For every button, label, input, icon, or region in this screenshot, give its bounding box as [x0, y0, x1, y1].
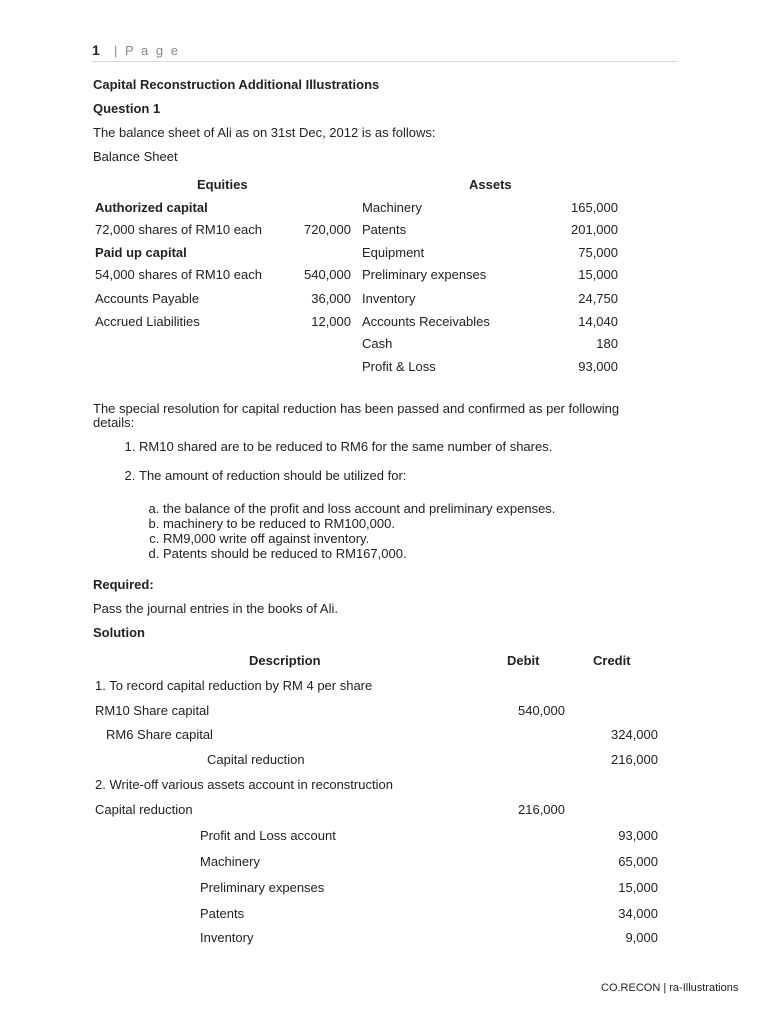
journal-row-text: 1. To record capital reduction by RM 4 per share: [95, 678, 373, 693]
journal-row-text: Capital reduction: [207, 752, 305, 767]
required-text: Pass the journal entries in the books of Ali.: [93, 601, 338, 616]
journal-row-text: Inventory: [200, 930, 254, 945]
question-heading: Question 1: [93, 101, 161, 116]
asset-label: Cash: [362, 336, 393, 351]
utilization-list: [121, 501, 703, 561]
asset-label: Inventory: [362, 291, 416, 306]
journal-row-text: RM10 Share capital: [95, 703, 210, 718]
journal-row-text: Preliminary expenses: [200, 880, 325, 895]
equity-label: Accounts Payable: [95, 291, 200, 306]
journal-header-description: Description: [249, 653, 321, 668]
equity-amount: 12,000: [311, 314, 351, 329]
journal-credit: 216,000: [611, 752, 658, 767]
asset-amount: 24,750: [578, 291, 618, 306]
journal-credit: 65,000: [618, 854, 658, 869]
asset-label: Equipment: [362, 245, 425, 260]
equity-label: Accrued Liabilities: [95, 314, 200, 329]
intro-text: The balance sheet of Ali as on 31st Dec, 2012 is as follows:: [93, 125, 436, 140]
journal-debit: 216,000: [518, 802, 565, 817]
asset-label: Preliminary expenses: [362, 267, 487, 282]
header-divider: [92, 61, 678, 62]
journal-header-debit: Debit: [507, 653, 540, 668]
equity-label: 54,000 shares of RM10 each: [95, 267, 262, 282]
equities-header: Equities: [197, 177, 248, 192]
utilization-item: a. the balance of the profit and loss account and preliminary expenses.: [163, 501, 703, 516]
asset-label: Machinery: [362, 200, 422, 215]
page-number: 1: [92, 42, 100, 58]
journal-row-text: RM6 Share capital: [106, 727, 213, 742]
document-title: Capital Reconstruction Additional Illustrations: [93, 77, 380, 92]
asset-amount: 165,000: [571, 200, 618, 215]
asset-amount: 180: [596, 336, 618, 351]
equity-label: Paid up capital: [95, 245, 187, 260]
utilization-item: d. Patents should be reduced to RM167,000.: [163, 546, 703, 561]
resolution-list: [99, 439, 699, 483]
asset-label: Accounts Receivables: [362, 314, 490, 329]
utilization-item: b. machinery to be reduced to RM100,000.: [163, 516, 703, 531]
journal-row-text: Capital reduction: [95, 802, 193, 817]
equity-amount: 540,000: [304, 267, 351, 282]
journal-debit: 540,000: [518, 703, 565, 718]
asset-amount: 14,040: [578, 314, 618, 329]
asset-label: Profit & Loss: [362, 359, 436, 374]
journal-credit: 15,000: [618, 880, 658, 895]
resolution-item: 2. The amount of reduction should be utilized for:: [139, 468, 699, 483]
equity-amount: 720,000: [304, 222, 351, 237]
solution-label: Solution: [93, 625, 145, 640]
equity-label: Authorized capital: [95, 200, 208, 215]
asset-amount: 201,000: [571, 222, 618, 237]
assets-header: Assets: [469, 177, 512, 192]
journal-row-text: 2. Write-off various assets account in reconstruction: [95, 777, 393, 792]
asset-amount: 93,000: [578, 359, 618, 374]
resolution-item: 1. RM10 shared are to be reduced to RM6 for the same number of shares.: [139, 439, 699, 454]
journal-row-text: Profit and Loss account: [200, 828, 336, 843]
asset-label: Patents: [362, 222, 407, 237]
footer-text: CO.RECON | ra-Illustrations: [601, 982, 739, 994]
equity-label: 72,000 shares of RM10 each: [95, 222, 262, 237]
journal-header-credit: Credit: [593, 653, 631, 668]
resolution-text: The special resolution for capital reduction has been passed and confirmed as per following details:: [93, 401, 620, 430]
journal-row-text: Machinery: [200, 854, 260, 869]
journal-credit: 324,000: [611, 727, 658, 742]
utilization-item: c. RM9,000 write off against inventory.: [163, 531, 703, 546]
page-label: | P a g e: [114, 43, 180, 58]
required-label: Required:: [93, 577, 154, 592]
journal-credit: 9,000: [625, 930, 658, 945]
equity-amount: 36,000: [311, 291, 351, 306]
asset-amount: 15,000: [578, 267, 618, 282]
asset-amount: 75,000: [578, 245, 618, 260]
journal-credit: 93,000: [618, 828, 658, 843]
journal-row-text: Patents: [200, 906, 245, 921]
journal-credit: 34,000: [618, 906, 658, 921]
balance-sheet-caption: Balance Sheet: [93, 149, 178, 164]
